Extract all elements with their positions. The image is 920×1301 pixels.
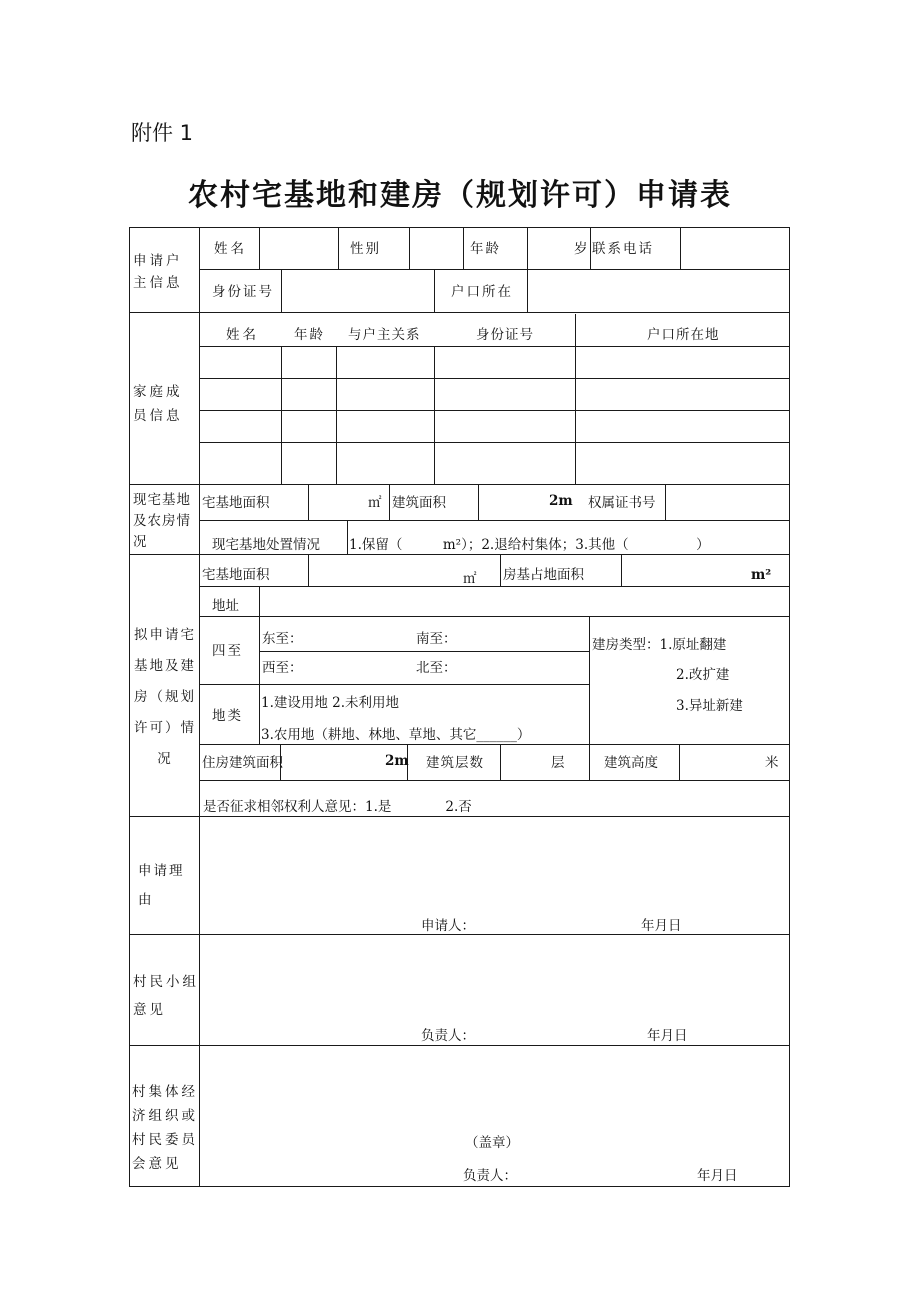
family-col-id: 身份证号 (476, 327, 534, 343)
floor-area-unit: 2m (385, 753, 409, 769)
east-boundary: 东至： (262, 631, 303, 647)
committee-date: 年月日 (697, 1168, 738, 1184)
build-type-option-3: 3.异址新建 (676, 698, 743, 714)
committee-section-label: 村集体经济组织或村民委员会意见 (132, 1084, 198, 1172)
applicant-section-label: 申请户主信息 (133, 253, 183, 291)
page-title: 农村宅基地和建房（规划许可）申请表 (188, 178, 732, 213)
proposed-site-area-unit: ㎡ (463, 571, 477, 587)
address-field[interactable] (260, 587, 789, 616)
age-unit: 岁 (574, 241, 588, 257)
committee-opinion-field[interactable] (200, 1046, 789, 1186)
table-row[interactable] (200, 347, 789, 378)
reason-date: 年月日 (641, 918, 682, 934)
land-type-option-1: 1.建设用地 2.未利用地 (261, 695, 400, 711)
age-field[interactable] (528, 228, 572, 269)
gender-label: 性别 (350, 241, 381, 257)
table-row[interactable] (200, 379, 789, 410)
certificate-label: 权属证书号 (588, 495, 656, 511)
footprint-label: 房基占地面积 (503, 567, 584, 583)
build-type-option-2: 2.改扩建 (676, 667, 730, 683)
current-build-area-unit: 2m (549, 493, 573, 509)
neighbor-opinion[interactable]: 是否征求相邻权利人意见：1.是 2.否 (203, 799, 472, 815)
disposal-options[interactable]: 1.保留（ m²）；2.退给村集体；3.其他（ ） (349, 537, 710, 553)
reason-signer-label: 申请人： (421, 918, 475, 934)
group-section-label: 村民小组意见 (133, 974, 199, 1018)
family-col-age: 年龄 (294, 327, 325, 343)
family-col-hukou: 户口所在地 (647, 327, 720, 343)
build-type-label: 建房类型：1.原址翻建 (592, 637, 727, 653)
name-field[interactable] (260, 228, 338, 269)
id-number-label: 身份证号 (212, 284, 274, 300)
current-site-area-label: 宅基地面积 (202, 495, 270, 511)
family-col-name: 姓名 (226, 327, 259, 343)
reason-section-label: 申请理由 (138, 863, 185, 908)
phone-label: 联系电话 (592, 241, 654, 257)
west-boundary: 西至： (262, 660, 303, 676)
group-opinion-field[interactable] (200, 935, 789, 1045)
id-number-field[interactable] (282, 270, 434, 312)
family-col-relation: 与户主关系 (348, 327, 421, 343)
table-row[interactable] (200, 443, 789, 484)
proposed-section-label: 拟申请宅基地及建房（规划许可）情况 (134, 627, 196, 767)
certificate-field[interactable] (666, 485, 789, 520)
hukou-field[interactable] (528, 270, 789, 312)
height-label: 建筑高度 (604, 755, 658, 771)
address-label: 地址 (212, 598, 239, 614)
reason-field[interactable] (200, 817, 789, 934)
name-label: 姓名 (214, 241, 247, 257)
disposal-label: 现宅基地处置情况 (212, 537, 320, 553)
group-signer-label: 负责人： (421, 1028, 475, 1044)
floor-area-label: 住房建筑面积 (202, 755, 283, 771)
phone-field[interactable] (681, 228, 789, 269)
table-row[interactable] (200, 411, 789, 442)
floors-label: 建筑层数 (426, 755, 484, 771)
hukou-label: 户口所在 (451, 284, 513, 300)
family-section-label: 家庭成员信息 (133, 384, 183, 424)
north-boundary: 北至： (416, 660, 457, 676)
south-boundary: 南至： (416, 631, 457, 647)
land-type-label: 地类 (212, 708, 243, 724)
committee-seal: （盖章） (465, 1135, 519, 1151)
group-date: 年月日 (647, 1028, 688, 1044)
current-section-label: 现宅基地及农房情况 (133, 492, 191, 550)
height-unit: 米 (765, 755, 779, 771)
attachment-label: 附件 1 (131, 121, 194, 145)
current-site-area-unit: ㎡ (368, 495, 382, 511)
boundary-label: 四至 (212, 643, 243, 659)
land-type-option-3: 3.农用地（耕地、林地、草地、其它______） (261, 727, 531, 743)
current-build-area-label: 建筑面积 (392, 495, 446, 511)
floors-unit: 层 (551, 755, 565, 771)
age-label: 年龄 (470, 241, 501, 257)
footprint-unit: m² (751, 567, 772, 583)
committee-signer-label: 负责人： (463, 1168, 517, 1184)
proposed-site-area-label: 宅基地面积 (202, 567, 270, 583)
gender-field[interactable] (410, 228, 463, 269)
